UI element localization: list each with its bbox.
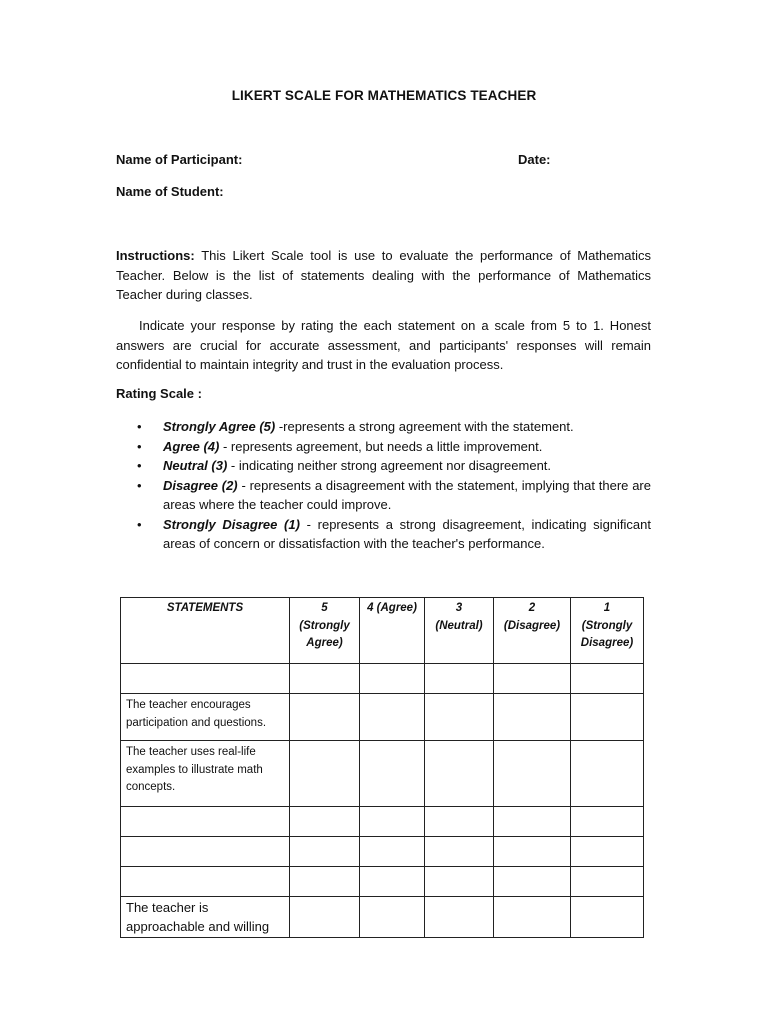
rating-term: Agree (4)	[163, 438, 220, 454]
rating-cell[interactable]	[360, 664, 425, 694]
rating-description: - represents a disagreement with the statement, implying that there are areas where the teacher could improve.	[163, 477, 651, 512]
bullet-icon: •	[137, 458, 142, 473]
rating-cell[interactable]	[425, 867, 494, 897]
rating-cell[interactable]	[425, 741, 494, 807]
rating-description: - indicating neither strong agreement nor disagreement.	[227, 458, 552, 473]
rating-cell[interactable]	[360, 741, 425, 807]
rating-term: Strongly Disagree (1)	[163, 516, 300, 532]
rating-cell[interactable]	[290, 897, 360, 938]
rating-cell[interactable]	[290, 694, 360, 741]
rating-cell[interactable]	[290, 741, 360, 807]
statement-cell	[121, 807, 290, 837]
header-neutral: 3 (Neutral)	[425, 598, 494, 664]
statement-cell	[121, 867, 290, 897]
statement-cell: The teacher uses real-life examples to illustrate math concepts.	[121, 741, 290, 807]
header-statements: STATEMENTS	[121, 598, 290, 664]
rating-cell[interactable]	[425, 807, 494, 837]
student-name-label: Name of Student:	[116, 184, 224, 199]
instructions-paragraph	[116, 246, 651, 305]
rating-scale-title: Rating Scale :	[116, 386, 202, 401]
rating-description: - represents a strong disagreement, indicating significant areas of concern or dissatisfaction with the teacher's performance.	[163, 516, 651, 551]
statement-cell: The teacher encourages participation and questions.	[121, 694, 290, 741]
table-row	[121, 897, 644, 938]
rating-cell[interactable]	[290, 867, 360, 897]
rating-cell[interactable]	[571, 664, 644, 694]
bullet-icon: •	[137, 438, 142, 454]
rating-cell[interactable]	[571, 837, 644, 867]
rating-cell[interactable]	[494, 837, 571, 867]
rating-cell[interactable]	[571, 897, 644, 938]
rating-cell[interactable]	[494, 694, 571, 741]
statement-cell	[121, 664, 290, 694]
rating-cell[interactable]	[571, 807, 644, 837]
rating-term: Neutral (3)	[163, 458, 228, 473]
table-row	[121, 694, 644, 741]
rating-scale-item	[116, 417, 651, 437]
rating-term: Strongly Agree (5)	[163, 419, 276, 434]
rating-scale-list	[116, 417, 651, 554]
rating-cell[interactable]	[494, 664, 571, 694]
rating-description: -represents a strong agreement with the statement.	[275, 419, 574, 434]
rating-cell[interactable]	[425, 694, 494, 741]
rating-cell[interactable]	[494, 897, 571, 938]
table-row	[121, 664, 644, 694]
header-disagree: 2 (Disagree)	[494, 598, 571, 664]
rating-cell[interactable]	[571, 694, 644, 741]
rating-cell[interactable]	[360, 807, 425, 837]
bullet-icon: •	[137, 516, 142, 532]
header-agree: 4 (Agree)	[360, 598, 425, 664]
bullet-icon: •	[137, 419, 142, 434]
rating-cell[interactable]	[360, 867, 425, 897]
rating-cell[interactable]	[360, 837, 425, 867]
statement-cell: The teacher is approachable and willing	[121, 897, 290, 938]
rating-cell[interactable]	[494, 741, 571, 807]
rating-cell[interactable]	[571, 867, 644, 897]
table-row	[121, 807, 644, 837]
bullet-icon: •	[137, 477, 142, 493]
rating-scale-item	[116, 437, 651, 457]
instructions-text: This Likert Scale tool is use to evaluate the performance of Mathematics Teacher. Below is the list of statements dealing with the performance of Mathematics Teacher during classes.	[116, 248, 651, 302]
table-row	[121, 837, 644, 867]
rating-cell[interactable]	[360, 897, 425, 938]
rating-description: - represents agreement, but needs a little improvement.	[219, 438, 543, 454]
rating-cell[interactable]	[360, 694, 425, 741]
header-strongly-disagree: 1 (Strongly Disagree)	[571, 598, 644, 664]
rating-cell[interactable]	[425, 897, 494, 938]
rating-cell[interactable]	[494, 867, 571, 897]
rating-cell[interactable]	[290, 664, 360, 694]
rating-term: Disagree (2)	[163, 477, 238, 493]
rating-cell[interactable]	[425, 837, 494, 867]
rating-cell[interactable]	[494, 807, 571, 837]
rating-cell[interactable]	[290, 837, 360, 867]
rating-scale-item	[116, 456, 651, 476]
table-header-row	[121, 598, 644, 664]
participant-name-label: Name of Participant:	[116, 152, 243, 167]
header-strongly-agree: 5 (Strongly Agree)	[290, 598, 360, 664]
page-title: LIKERT SCALE FOR MATHEMATICS TEACHER	[231, 88, 537, 103]
rating-cell[interactable]	[425, 664, 494, 694]
rating-scale-item	[116, 476, 651, 515]
rating-cell[interactable]	[290, 807, 360, 837]
instructions-label: Instructions:	[116, 248, 195, 263]
rating-cell[interactable]	[571, 741, 644, 807]
date-label: Date:	[518, 152, 551, 167]
rating-scale-item	[116, 515, 651, 554]
statement-cell	[121, 837, 290, 867]
table-row	[121, 741, 644, 807]
indicate-paragraph: Indicate your response by rating the each statement on a scale from 5 to 1. Honest answers are crucial for accurate assessment, and participants' responses will remain confidential to maintain integrity and trust in the evaluation process.	[116, 318, 651, 372]
statements-table	[120, 597, 644, 938]
table-row	[121, 867, 644, 897]
